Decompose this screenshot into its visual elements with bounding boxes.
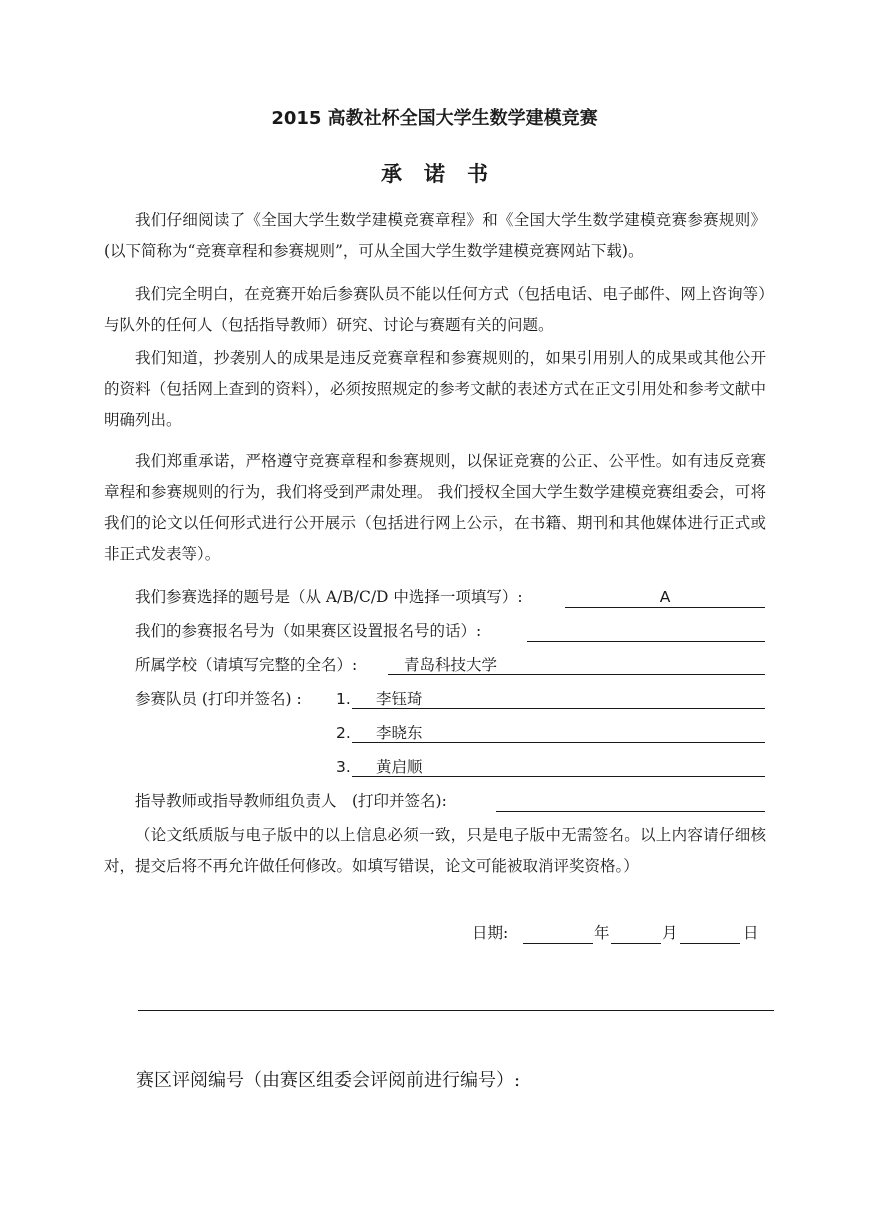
- date-month-label: 月: [662, 924, 678, 942]
- review-number-label: 赛区评阅编号（由赛区组委会评阅前进行编号）:: [136, 1070, 521, 1091]
- document-title: 2015 高教社杯全国大学生数学建模竞赛: [271, 108, 598, 129]
- date-label: 日期:: [472, 924, 509, 942]
- date-day-label: 日: [743, 924, 759, 942]
- registration-number-label: 我们的参赛报名号为（如果赛区设置报名号的话）:: [135, 622, 482, 640]
- registration-number-field[interactable]: [527, 621, 765, 642]
- paragraph-3: 我们知道，抄袭别人的成果是违反竞赛章程和参赛规则的，如果引用别人的成果或其他公开的资料（包括网上查到的资料），必须按照规定的参考文献的表述方式在正文引用处和参考文献中明确列出。: [104, 349, 766, 429]
- member-2-field[interactable]: 李晓东: [352, 723, 765, 743]
- document-subtitle: 承诺书: [381, 161, 510, 186]
- problem-number-field[interactable]: A: [565, 587, 765, 608]
- advisor-label: 指导教师或指导教师组负责人 (打印并签名):: [135, 792, 447, 810]
- member-3-number: 3.: [336, 758, 351, 776]
- paragraph-4: 我们郑重承诺，严格遵守竞赛章程和参赛规则，以保证竞赛的公正、公平性。如有违反竞赛章程和参赛规则的行为，我们将受到严肃处理。 我们授权全国大学生数学建模竞赛组委会，可将我们的论文以任何形式进行公开展示（包括进行网上公示，在书籍、期刊和其他媒体进行正式或非正式发表等）。: [104, 452, 766, 563]
- date-year-label: 年: [594, 924, 610, 942]
- notice-paragraph: （论文纸质版与电子版中的以上信息必须一致，只是电子版中无需签名。以上内容请仔细核对，提交后将不再允许做任何修改。如填写错误，论文可能被取消评奖资格。）: [104, 826, 766, 875]
- member-1-number: 1.: [336, 690, 351, 708]
- date-day-field[interactable]: [680, 923, 740, 944]
- member-3-field[interactable]: 黄启顺: [352, 757, 765, 777]
- advisor-field[interactable]: [496, 791, 765, 812]
- divider-rule: [138, 1010, 774, 1011]
- member-2-number: 2.: [336, 724, 351, 742]
- school-field[interactable]: 青岛科技大学: [388, 655, 765, 675]
- date-year-field[interactable]: [523, 923, 593, 944]
- paragraph-2: 我们完全明白，在竞赛开始后参赛队员不能以任何方式（包括电话、电子邮件、网上咨询等）与队外的任何人（包括指导教师）研究、讨论与赛题有关的问题。: [104, 285, 766, 334]
- member-1-field[interactable]: 李钰琦: [352, 689, 765, 709]
- team-members-label: 参赛队员 (打印并签名) :: [135, 690, 302, 708]
- school-label: 所属学校（请填写完整的全名）:: [135, 656, 358, 674]
- problem-number-label: 我们参赛选择的题号是（从 A/B/C/D 中选择一项填写）:: [135, 588, 523, 606]
- paragraph-1: 我们仔细阅读了《全国大学生数学建模竞赛章程》和《全国大学生数学建模竞赛参赛规则》(以下简称为“竞赛章程和参赛规则”，可从全国大学生数学建模竞赛网站下载)。: [104, 211, 766, 260]
- date-month-field[interactable]: [611, 923, 661, 944]
